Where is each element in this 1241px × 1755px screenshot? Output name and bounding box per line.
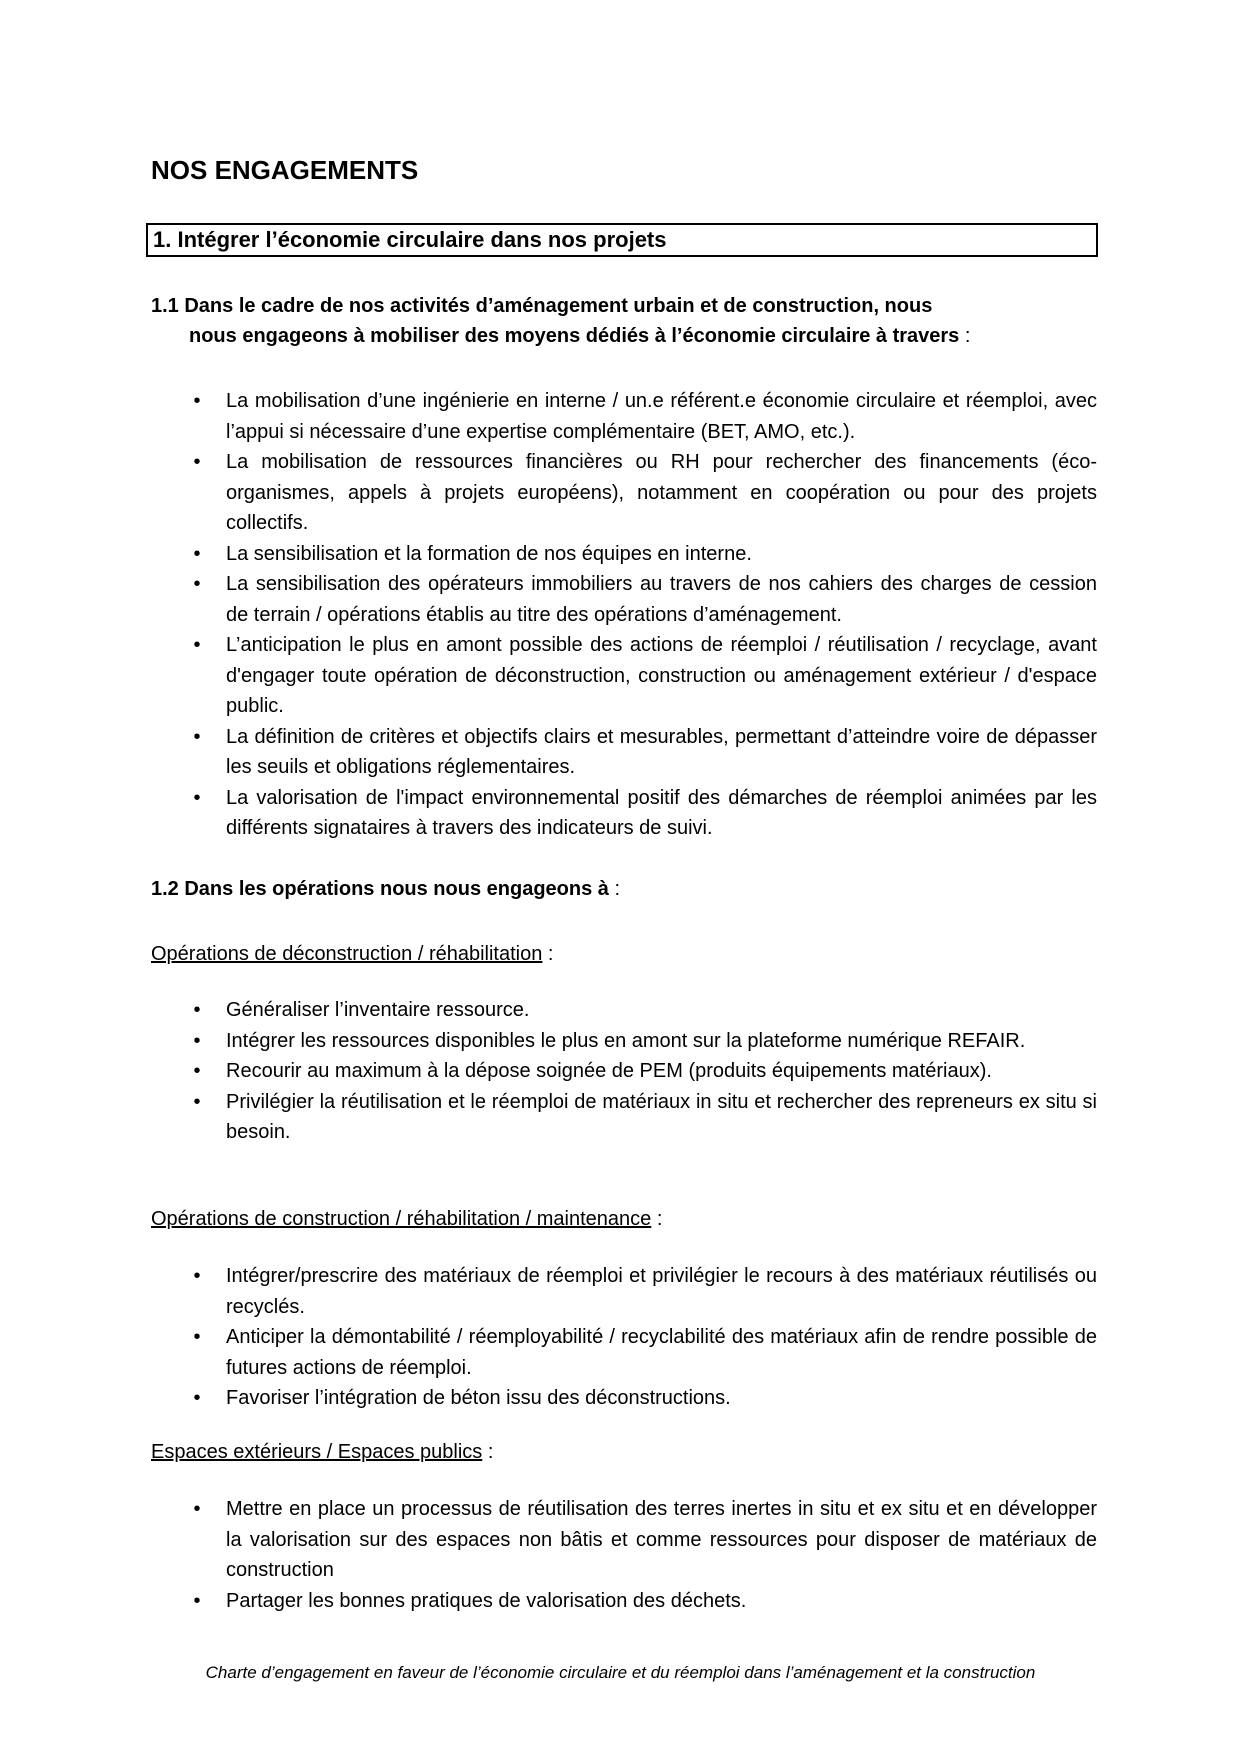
- list-item: • Favoriser l’intégration de béton issu des déconstructions.: [190, 1383, 1097, 1414]
- bullet-list-construction: [190, 1261, 1097, 1414]
- list-item: • Privilégier la réutilisation et le réemploi de matériaux in situ et rechercher des repreneurs ex situ si besoin.: [190, 1087, 1097, 1148]
- bullet-icon: •: [193, 1029, 201, 1052]
- subsection-1-1-line1: 1.1 Dans le cadre de nos activités d’aménagement urbain et de construction, nous: [151, 295, 933, 317]
- list-item: • Mettre en place un processus de réutilisation des terres inertes in situ et ex situ et en développer la valorisation sur des espaces non bâtis et comme ressources pour disposer de matériaux de construction: [190, 1494, 1097, 1586]
- subsection-1-1-line2: nous engageons à mobiliser des moyens dédiés à l’économie circulaire à travers :: [189, 325, 971, 347]
- subsection-1-1-heading: [151, 291, 1097, 351]
- bullet-icon: •: [193, 390, 201, 412]
- group-label-deconstruction: Opérations de déconstruction / réhabilitation :: [151, 943, 554, 965]
- bullet-icon: •: [193, 725, 201, 748]
- list-item: • La mobilisation de ressources financières ou RH pour rechercher des financements (éco-organismes, appels à projets européens), notamment en coopération ou pour des projets collectifs.: [190, 447, 1097, 539]
- section-heading-box: 1. Intégrer l’économie circulaire dans nos projets: [146, 223, 1098, 257]
- list-item: • La sensibilisation des opérateurs immobiliers au travers de nos cahiers des charges de cession de terrain / opérations établis au titre des opérations d’aménagement.: [190, 569, 1097, 630]
- bullet-icon: •: [193, 542, 201, 565]
- subsection-1-2-heading: 1.2 Dans les opérations nous nous engageons à :: [151, 878, 621, 900]
- list-item: • La sensibilisation et la formation de nos équipes en interne.: [190, 539, 1097, 570]
- bullet-icon: •: [193, 634, 201, 656]
- bullet-icon: •: [193, 1589, 201, 1612]
- bullet-icon: •: [193, 573, 201, 595]
- list-item: • La valorisation de l'impact environnemental positif des démarches de réemploi animées par les différents signataires à travers des indicateurs de suivi.: [190, 783, 1097, 844]
- list-item: • La mobilisation d’une ingénierie en interne / un.e référent.e économie circulaire et réemploi, avec l’appui si nécessaire d’une expertise complémentaire (BET, AMO, etc.).: [190, 386, 1097, 447]
- list-item: • Généraliser l’inventaire ressource.: [190, 995, 1097, 1026]
- bullet-icon: •: [193, 786, 201, 809]
- list-item: • La définition de critères et objectifs clairs et mesurables, permettant d’atteindre voire de dépasser les seuils et obligations réglementaires.: [190, 722, 1097, 783]
- bullet-icon: •: [193, 451, 201, 473]
- bullet-icon: •: [193, 1060, 201, 1082]
- page-footer: Charte d’engagement en faveur de l’économie circulaire et du réemploi dans l’aménagement et la construction: [205, 1663, 1036, 1682]
- bullet-icon: •: [193, 1498, 201, 1520]
- page-title: NOS ENGAGEMENTS: [151, 155, 419, 185]
- list-item: • Partager les bonnes pratiques de valorisation des déchets.: [190, 1586, 1097, 1617]
- bullet-icon: •: [193, 1326, 201, 1348]
- bullet-list-public-spaces: [190, 1494, 1097, 1616]
- bullet-icon: •: [193, 1265, 201, 1287]
- list-item: • Recourir au maximum à la dépose soignée de PEM (produits équipements matériaux).: [190, 1056, 1097, 1087]
- bullet-icon: •: [193, 1090, 201, 1113]
- bullet-icon: •: [193, 1387, 201, 1409]
- group-label-construction: Opérations de construction / réhabilitation / maintenance :: [151, 1208, 663, 1230]
- list-item: • Intégrer/prescrire des matériaux de réemploi et privilégier le recours à des matériaux réutilisés ou recyclés.: [190, 1261, 1097, 1322]
- list-item: • Intégrer les ressources disponibles le plus en amont sur la plateforme numérique REFAIR.: [190, 1026, 1097, 1057]
- bullet-list-deconstruction: [190, 995, 1097, 1148]
- list-item: • Anticiper la démontabilité / réemployabilité / recyclabilité des matériaux afin de rendre possible de futures actions de réemploi.: [190, 1322, 1097, 1383]
- bullet-icon: •: [193, 999, 201, 1021]
- list-item: • L’anticipation le plus en amont possible des actions de réemploi / réutilisation / recyclage, avant d'engager toute opération de déconstruction, construction ou aménagement extérieur / d'espace public.: [190, 630, 1097, 722]
- bullet-list-1-1: [190, 386, 1097, 844]
- group-label-public-spaces: Espaces extérieurs / Espaces publics :: [151, 1441, 494, 1463]
